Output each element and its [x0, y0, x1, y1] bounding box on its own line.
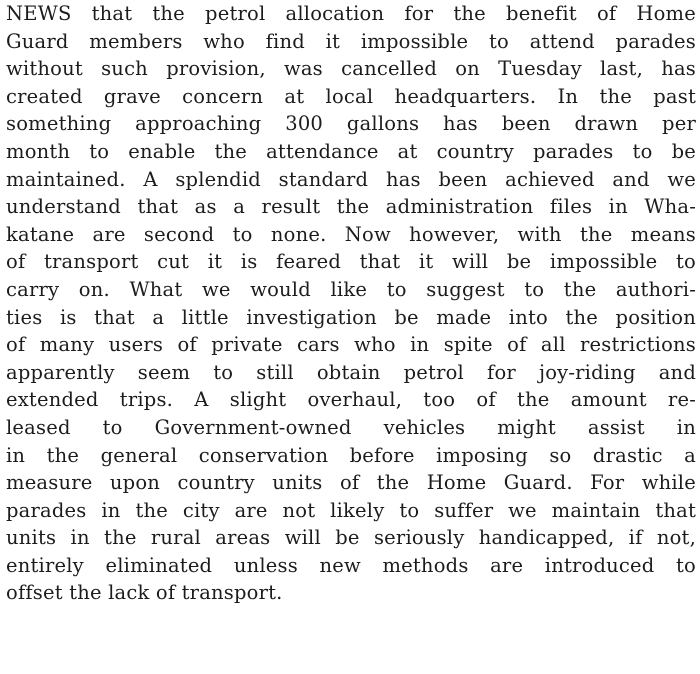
article-line: created grave concern at local headquarters. In the past	[6, 84, 696, 108]
article-line: offset the lack of transport.	[6, 581, 283, 605]
article-line: of transport cut it is feared that it will be impossible to	[6, 250, 696, 274]
article-line: in the general conservation before imposing so drastic a	[6, 443, 696, 467]
news-article	[6, 0, 696, 607]
article-line: entirely eliminated unless new methods are introduced to	[6, 553, 696, 577]
article-line: extended trips. A slight overhaul, too of the amount re-	[6, 388, 696, 412]
article-line: apparently seem to still obtain petrol for joy-riding and	[6, 360, 696, 384]
article-line: of many users of private cars who in spite of all restrictions	[6, 333, 696, 357]
article-line: units in the rural areas will be seriously handicapped, if not,	[6, 526, 696, 550]
article-line: Guard members who find it impossible to attend parades	[6, 29, 696, 53]
article-line: carry on. What we would like to suggest to the authori-	[6, 277, 696, 301]
article-line: month to enable the attendance at country parades to be	[6, 139, 696, 163]
article-line: measure upon country units of the Home Guard. For while	[6, 471, 696, 495]
article-line: parades in the city are not likely to suffer we maintain that	[6, 498, 696, 522]
article-line: something approaching 300 gallons has been drawn per	[6, 112, 696, 136]
article-line: maintained. A splendid standard has been achieved and we	[6, 167, 696, 191]
article-line: katane are second to none. Now however, with the means	[6, 222, 696, 246]
article-line: ties is that a little investigation be made into the position	[6, 305, 696, 329]
article-line: without such provision, was cancelled on Tuesday last, has	[6, 57, 696, 81]
article-line: understand that as a result the administration files in Wha-	[6, 195, 696, 219]
article-line: NEWS that the petrol allocation for the benefit of Home	[6, 2, 696, 25]
article-line: leased to Government-owned vehicles might assist in	[6, 415, 696, 439]
